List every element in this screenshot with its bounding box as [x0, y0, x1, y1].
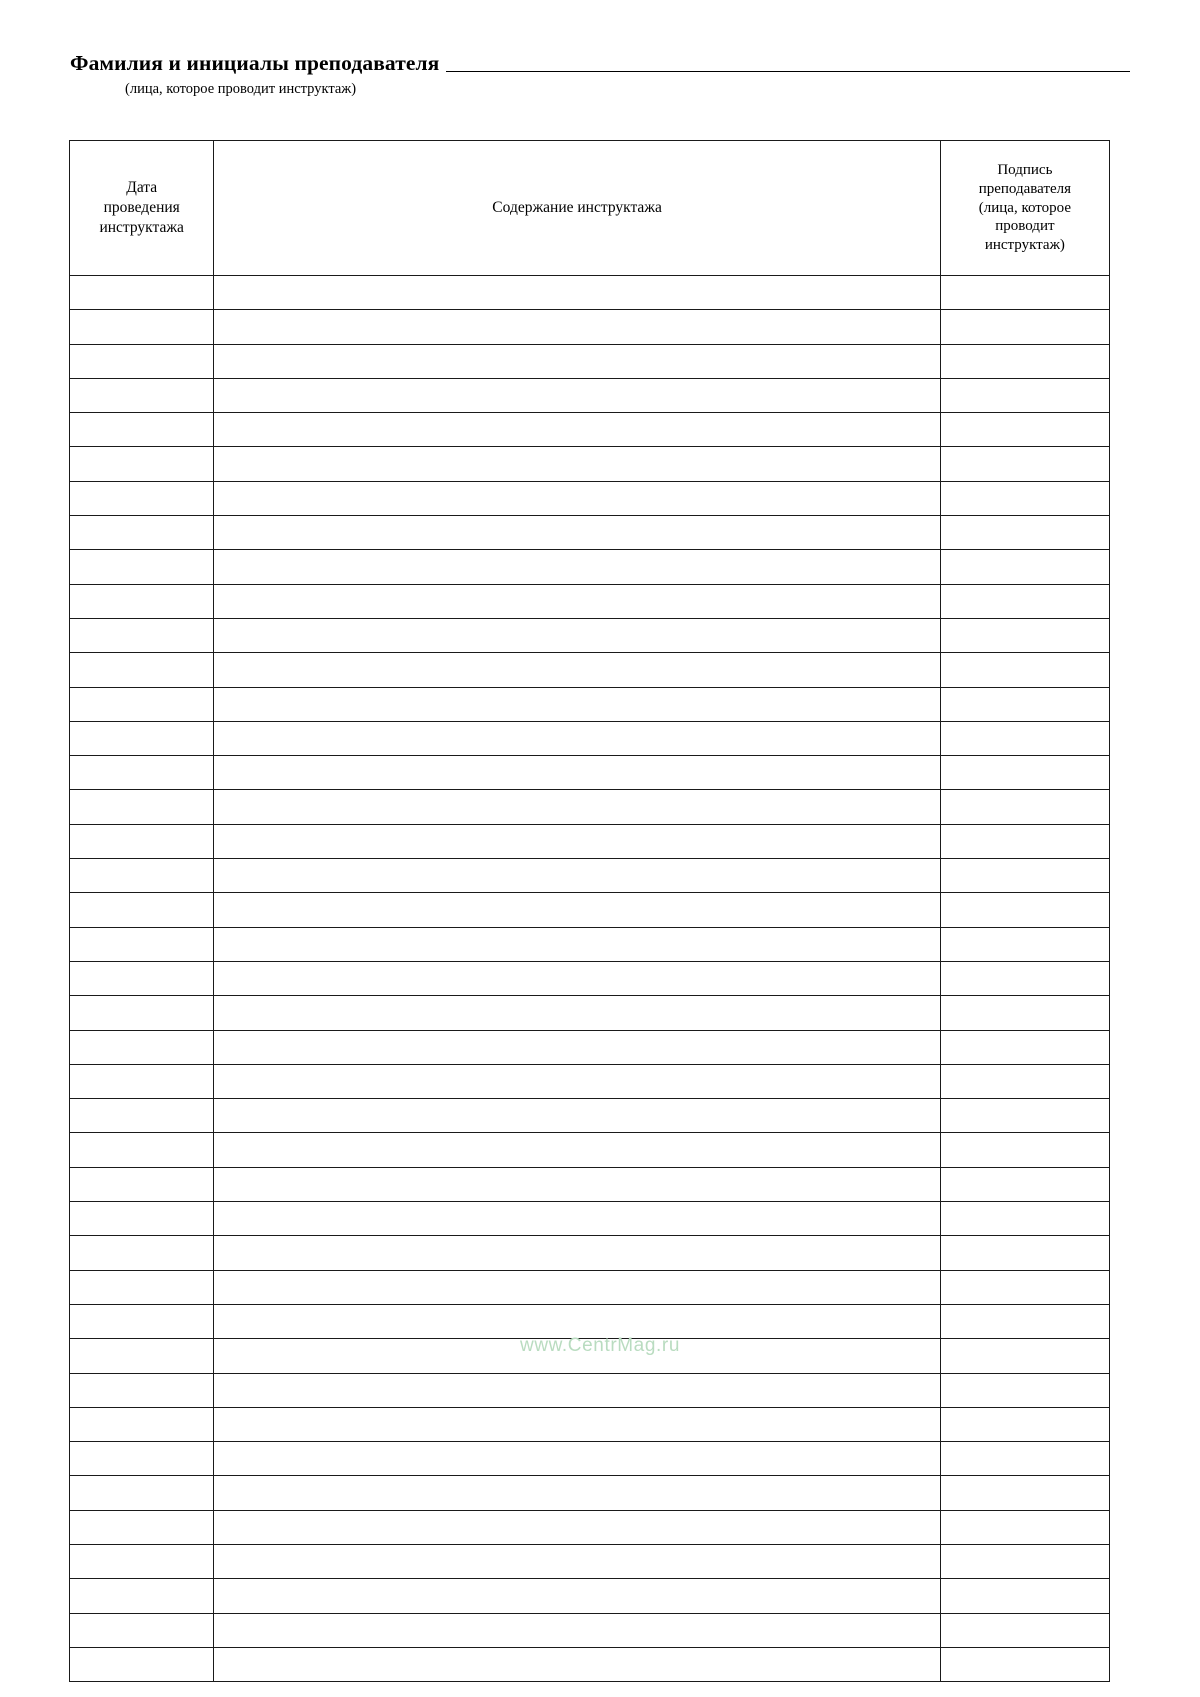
table-cell-signature[interactable]	[940, 653, 1109, 687]
table-cell-content[interactable]	[214, 1407, 940, 1441]
table-cell-content[interactable]	[214, 481, 940, 515]
column-header-signature-line-1: Подпись	[997, 161, 1053, 178]
table-cell-content[interactable]	[214, 721, 940, 755]
table-cell-date[interactable]	[70, 1407, 214, 1441]
table-row	[70, 790, 1110, 824]
table-row	[70, 1236, 1110, 1270]
table-row	[70, 310, 1110, 344]
table-cell-signature[interactable]	[940, 1510, 1109, 1544]
table-cell-signature[interactable]	[940, 1476, 1109, 1510]
table-row	[70, 1202, 1110, 1236]
table-row	[70, 413, 1110, 447]
table-row	[70, 1167, 1110, 1201]
table-cell-signature[interactable]	[940, 927, 1109, 961]
column-header-date-line-2: проведения	[103, 199, 180, 217]
table-cell-date[interactable]	[70, 1133, 214, 1167]
column-header-date	[70, 141, 214, 276]
table-cell-signature[interactable]	[940, 413, 1109, 447]
table-row	[70, 1613, 1110, 1647]
table-row	[70, 824, 1110, 858]
table-row	[70, 1099, 1110, 1133]
column-header-signature-line-4: проводит	[995, 218, 1055, 235]
table-row	[70, 1510, 1110, 1544]
instruction-log-table	[69, 140, 1110, 1682]
table-cell-date[interactable]	[70, 550, 214, 584]
table-cell-date[interactable]	[70, 378, 214, 412]
table-cell-signature[interactable]	[940, 1613, 1109, 1647]
table-cell-date[interactable]	[70, 687, 214, 721]
column-header-signature	[940, 141, 1109, 276]
table-cell-date[interactable]	[70, 1442, 214, 1476]
table-row	[70, 687, 1110, 721]
table-cell-content[interactable]	[214, 687, 940, 721]
table-cell-content[interactable]	[214, 1647, 940, 1681]
header-title-line	[70, 52, 1130, 76]
table-cell-date[interactable]	[70, 859, 214, 893]
table-cell-signature[interactable]	[940, 1647, 1109, 1681]
table-cell-date[interactable]	[70, 1202, 214, 1236]
table-row	[70, 1647, 1110, 1681]
table-row	[70, 1407, 1110, 1441]
table-cell-signature[interactable]	[940, 721, 1109, 755]
table-row	[70, 756, 1110, 790]
table-cell-date[interactable]	[70, 1339, 214, 1373]
table-row	[70, 1064, 1110, 1098]
table-cell-date[interactable]	[70, 927, 214, 961]
table-cell-signature[interactable]	[940, 310, 1109, 344]
table-row	[70, 584, 1110, 618]
table-cell-date[interactable]	[70, 1476, 214, 1510]
column-header-content	[214, 141, 940, 276]
table-row	[70, 618, 1110, 652]
table-cell-date[interactable]	[70, 1099, 214, 1133]
table-row	[70, 1304, 1110, 1338]
table-cell-content[interactable]	[214, 1202, 940, 1236]
table-cell-date[interactable]	[70, 653, 214, 687]
table-cell-content[interactable]	[214, 1133, 940, 1167]
table-row	[70, 276, 1110, 310]
table-cell-date[interactable]	[70, 756, 214, 790]
table-cell-signature[interactable]	[940, 481, 1109, 515]
table-cell-content[interactable]	[214, 1064, 940, 1098]
table-row	[70, 1133, 1110, 1167]
table-cell-content[interactable]	[214, 824, 940, 858]
table-row	[70, 1339, 1110, 1373]
table-cell-content[interactable]	[214, 1442, 940, 1476]
table-row	[70, 996, 1110, 1030]
table-cell-signature[interactable]	[940, 893, 1109, 927]
table-row	[70, 1270, 1110, 1304]
table-cell-signature[interactable]	[940, 1270, 1109, 1304]
table-cell-signature[interactable]	[940, 1099, 1109, 1133]
table-cell-signature[interactable]	[940, 1544, 1109, 1578]
table-cell-content[interactable]	[214, 961, 940, 995]
table-cell-date[interactable]	[70, 1030, 214, 1064]
table-cell-signature[interactable]	[940, 1236, 1109, 1270]
table-cell-signature[interactable]	[940, 584, 1109, 618]
table-cell-signature[interactable]	[940, 1407, 1109, 1441]
page-title: Фамилия и инициалы преподавателя	[70, 51, 440, 75]
column-header-date-line-1: Дата	[126, 179, 158, 197]
table-cell-content[interactable]	[214, 1304, 940, 1338]
table-cell-date[interactable]	[70, 1373, 214, 1407]
table-cell-date[interactable]	[70, 618, 214, 652]
table-row	[70, 1373, 1110, 1407]
table-cell-signature[interactable]	[940, 1133, 1109, 1167]
column-header-signature-line-2: преподавателя	[978, 180, 1072, 197]
table-cell-content[interactable]	[214, 1613, 940, 1647]
table-cell-signature[interactable]	[940, 1064, 1109, 1098]
table-cell-content[interactable]	[214, 550, 940, 584]
table-cell-content[interactable]	[214, 1270, 940, 1304]
table-cell-content[interactable]	[214, 447, 940, 481]
table-cell-signature[interactable]	[940, 961, 1109, 995]
table-cell-date[interactable]	[70, 481, 214, 515]
table-cell-content[interactable]	[214, 1167, 940, 1201]
table-row	[70, 721, 1110, 755]
table-cell-content[interactable]	[214, 1236, 940, 1270]
table-row	[70, 653, 1110, 687]
table-cell-signature[interactable]	[940, 1167, 1109, 1201]
table-cell-signature[interactable]	[940, 344, 1109, 378]
table-cell-content[interactable]	[214, 1373, 940, 1407]
table-cell-date[interactable]	[70, 1270, 214, 1304]
header-subtitle: (лица, которое проводит инструктаж)	[125, 80, 357, 97]
table-row	[70, 378, 1110, 412]
table-row	[70, 961, 1110, 995]
table-cell-date[interactable]	[70, 276, 214, 310]
table-cell-date[interactable]	[70, 1647, 214, 1681]
table-row	[70, 1030, 1110, 1064]
table-cell-content[interactable]	[214, 859, 940, 893]
table-cell-signature[interactable]	[940, 516, 1109, 550]
table-cell-content[interactable]	[214, 516, 940, 550]
header-block	[70, 52, 1130, 98]
table-cell-signature[interactable]	[940, 996, 1109, 1030]
teacher-name-fill-in-line[interactable]	[446, 71, 1130, 72]
table-cell-content[interactable]	[214, 378, 940, 412]
table-cell-content[interactable]	[214, 790, 940, 824]
table-cell-signature[interactable]	[940, 824, 1109, 858]
table-cell-signature[interactable]	[940, 618, 1109, 652]
table-cell-signature[interactable]	[940, 1579, 1109, 1613]
table-cell-signature[interactable]	[940, 790, 1109, 824]
column-header-date-line-3: инструктажа	[99, 218, 184, 236]
table-cell-date[interactable]	[70, 584, 214, 618]
table-cell-date[interactable]	[70, 1236, 214, 1270]
table-cell-signature[interactable]	[940, 447, 1109, 481]
watermark: www.CentrMag.ru	[520, 1335, 680, 1356]
table-cell-date[interactable]	[70, 721, 214, 755]
table-cell-date[interactable]	[70, 790, 214, 824]
table-row	[70, 447, 1110, 481]
table-row	[70, 859, 1110, 893]
table-cell-content[interactable]	[214, 1544, 940, 1578]
table-cell-signature[interactable]	[940, 859, 1109, 893]
column-header-signature-line-3: (лица, которое	[978, 199, 1071, 216]
table-cell-signature[interactable]	[940, 1373, 1109, 1407]
table-row	[70, 1579, 1110, 1613]
table-body	[70, 276, 1110, 1682]
table-row	[70, 516, 1110, 550]
table-cell-content[interactable]	[214, 413, 940, 447]
table-cell-signature[interactable]	[940, 276, 1109, 310]
table-row	[70, 1544, 1110, 1578]
table-cell-content[interactable]	[214, 1579, 940, 1613]
table-cell-date[interactable]	[70, 824, 214, 858]
table-row	[70, 550, 1110, 584]
table-cell-date[interactable]	[70, 893, 214, 927]
table-cell-content[interactable]	[214, 927, 940, 961]
table-row	[70, 927, 1110, 961]
table-cell-date[interactable]	[70, 516, 214, 550]
table-cell-content[interactable]	[214, 584, 940, 618]
table-cell-content[interactable]	[214, 653, 940, 687]
table-row	[70, 1442, 1110, 1476]
table-cell-date[interactable]	[70, 996, 214, 1030]
table-cell-date[interactable]	[70, 961, 214, 995]
column-header-signature-line-5: инструктаж)	[984, 237, 1065, 254]
table-cell-date[interactable]	[70, 413, 214, 447]
table-cell-signature[interactable]	[940, 1442, 1109, 1476]
table-row	[70, 893, 1110, 927]
table-cell-content[interactable]	[214, 310, 940, 344]
table-cell-content[interactable]	[214, 1099, 940, 1133]
table-cell-content[interactable]	[214, 1339, 940, 1373]
table-cell-content[interactable]	[214, 996, 940, 1030]
table-cell-signature[interactable]	[940, 1030, 1109, 1064]
table-cell-date[interactable]	[70, 310, 214, 344]
table-cell-signature[interactable]	[940, 378, 1109, 412]
column-header-content-line-1: Содержание инструктажа	[492, 199, 662, 217]
table-cell-content[interactable]	[214, 756, 940, 790]
table-cell-content[interactable]	[214, 344, 940, 378]
table-cell-date[interactable]	[70, 1304, 214, 1338]
table-cell-content[interactable]	[214, 1476, 940, 1510]
table-header-row	[70, 141, 1110, 276]
table-header	[70, 141, 1110, 276]
table-cell-date[interactable]	[70, 1579, 214, 1613]
table-cell-content[interactable]	[214, 893, 940, 927]
table-row	[70, 344, 1110, 378]
table-cell-date[interactable]	[70, 1613, 214, 1647]
table-cell-date[interactable]	[70, 1510, 214, 1544]
table-cell-signature[interactable]	[940, 687, 1109, 721]
table-cell-signature[interactable]	[940, 756, 1109, 790]
table-cell-signature[interactable]	[940, 550, 1109, 584]
table-cell-date[interactable]	[70, 1167, 214, 1201]
table-cell-content[interactable]	[214, 276, 940, 310]
table-cell-date[interactable]	[70, 1544, 214, 1578]
table-row	[70, 481, 1110, 515]
table-cell-signature[interactable]	[940, 1304, 1109, 1338]
table-cell-date[interactable]	[70, 447, 214, 481]
table-row	[70, 1476, 1110, 1510]
table-cell-date[interactable]	[70, 344, 214, 378]
table-cell-date[interactable]	[70, 1064, 214, 1098]
table-cell-content[interactable]	[214, 1510, 940, 1544]
table-cell-content[interactable]	[214, 1030, 940, 1064]
table-cell-signature[interactable]	[940, 1202, 1109, 1236]
table-cell-signature[interactable]	[940, 1339, 1109, 1373]
table-cell-content[interactable]	[214, 618, 940, 652]
